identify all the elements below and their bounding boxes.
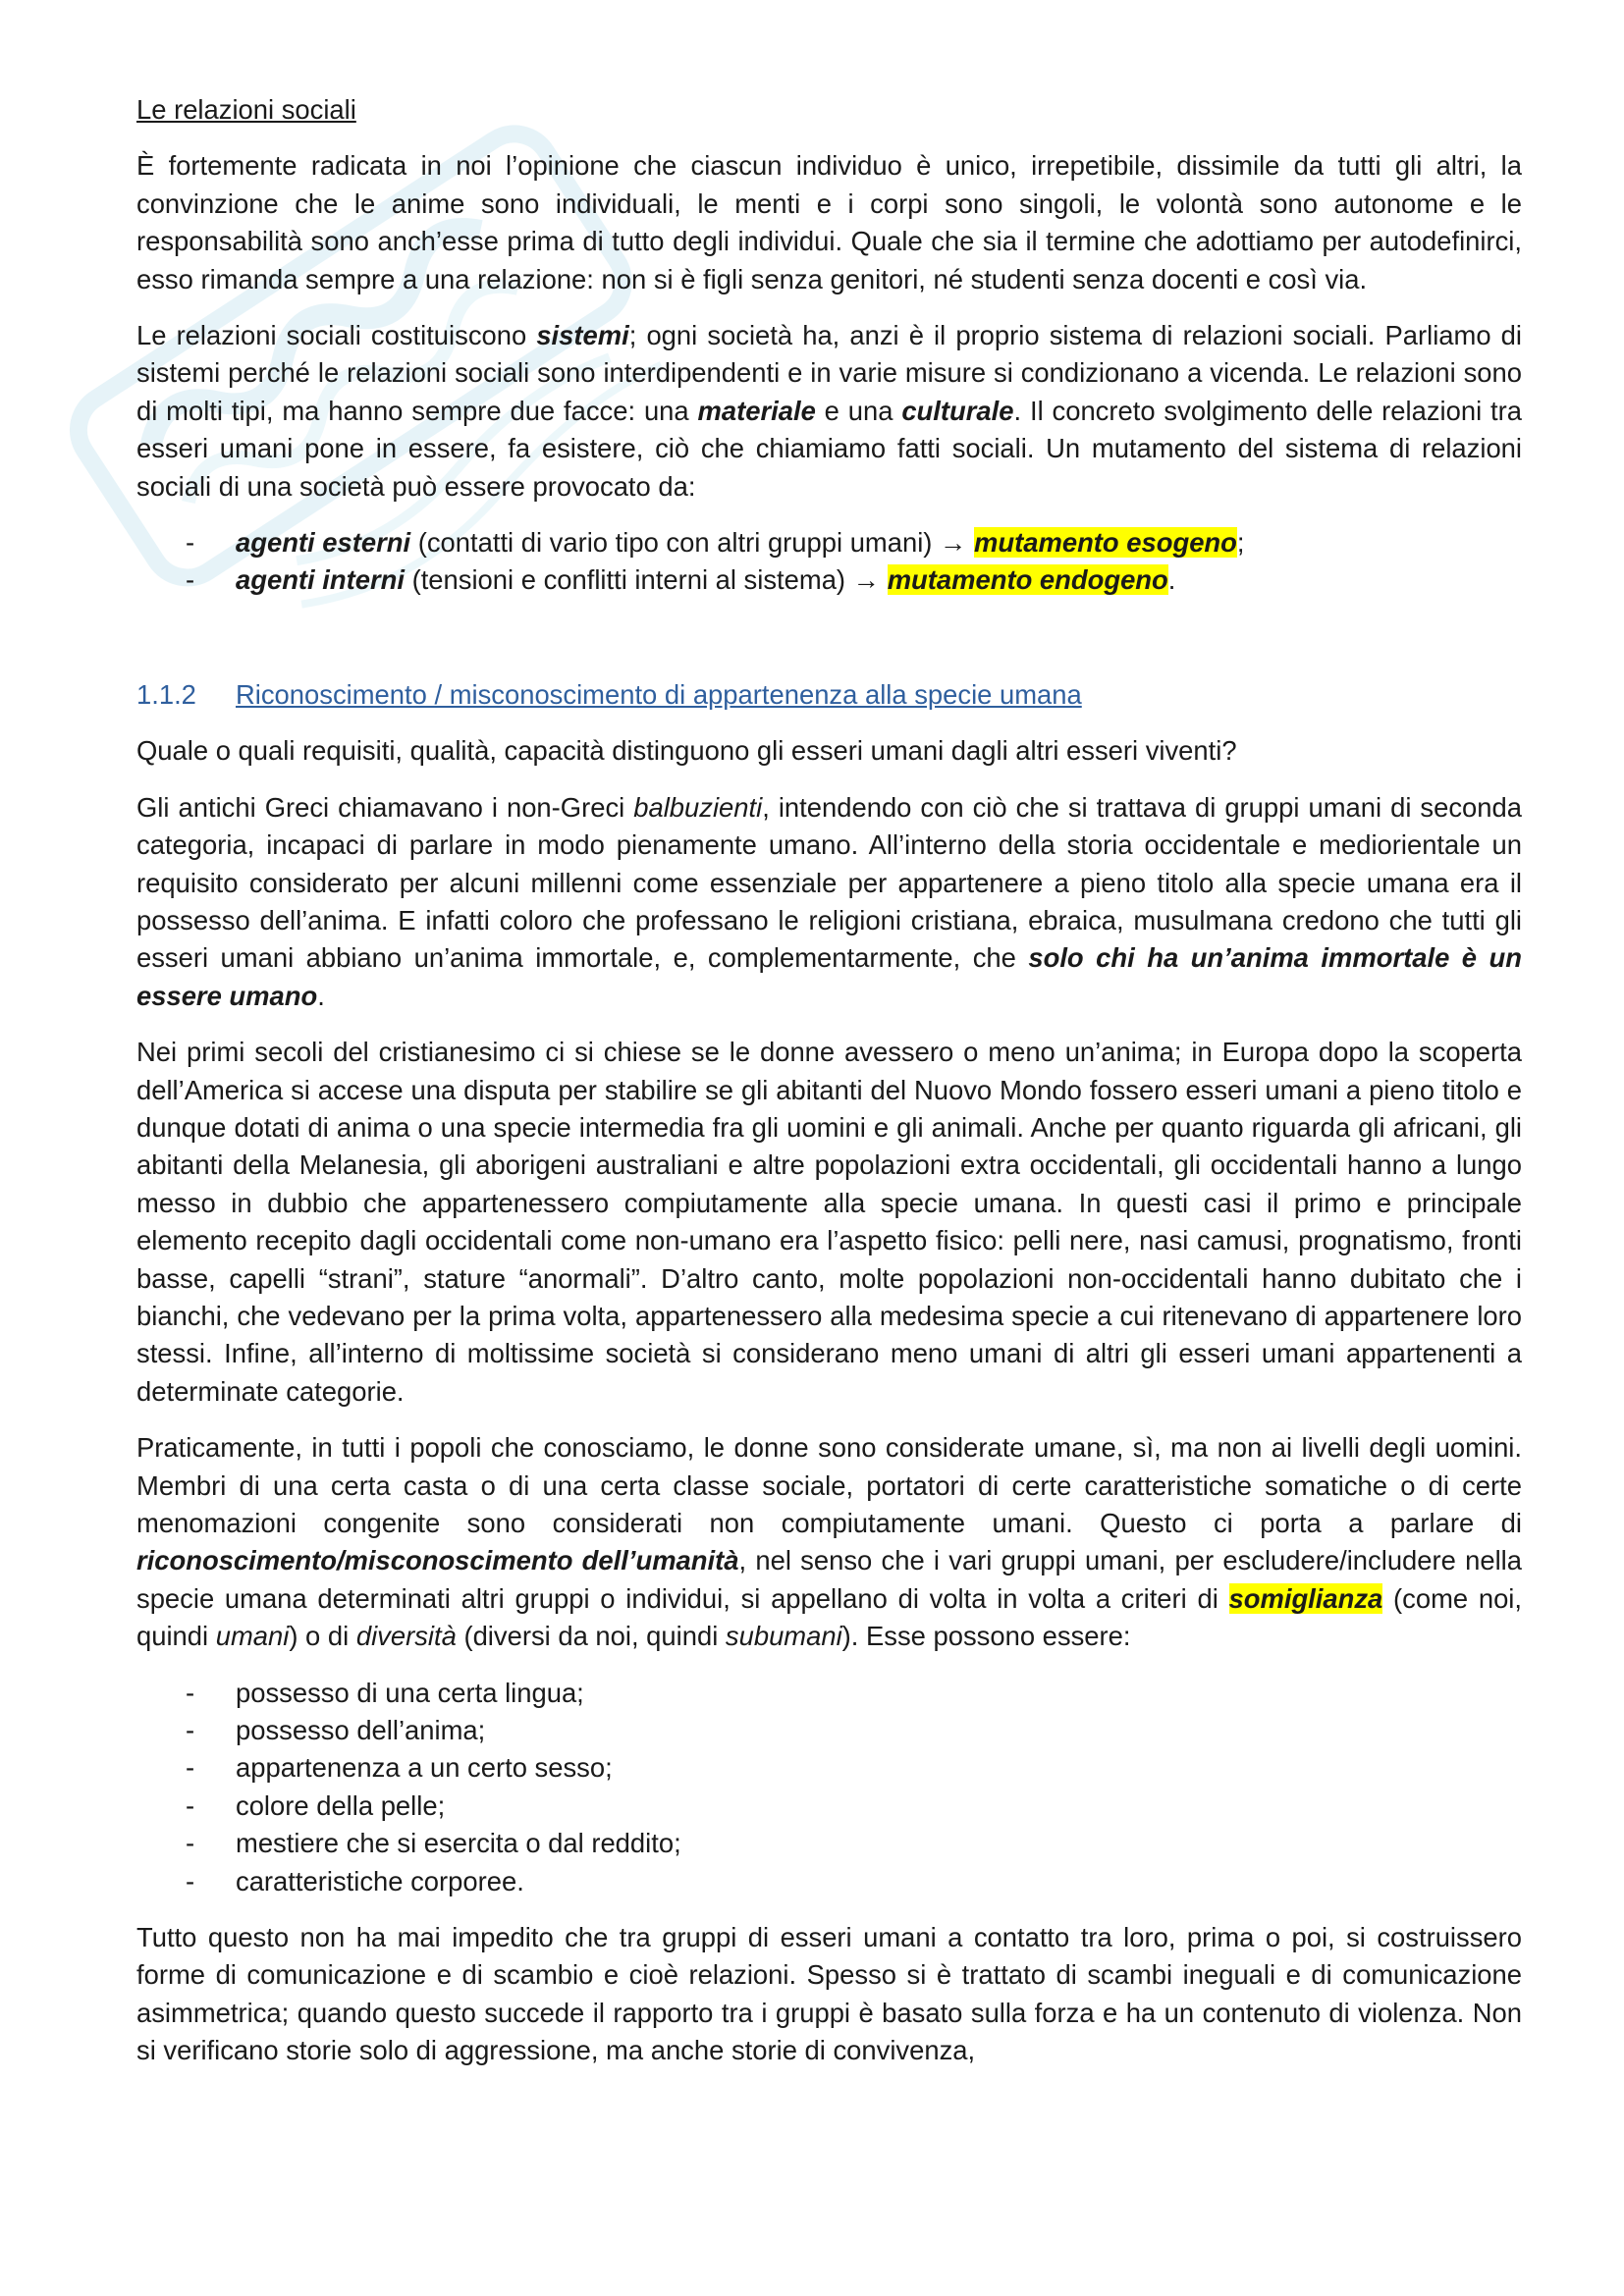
arrow-icon: → (852, 564, 881, 596)
section-heading (136, 676, 1522, 714)
list-item: - possesso dell’anima; (136, 1712, 1522, 1749)
paragraph-3: Quale o quali requisiti, qualità, capacità distinguono gli esseri umani dagli altri esseri viventi? (136, 735, 1237, 767)
dash-bullet: - (186, 527, 195, 559)
highlight-mutamento-endogeno: mutamento endogeno (887, 564, 1168, 596)
list-item: - mestiere che si esercita o dal reddito; (136, 1825, 1522, 1862)
list-item: - agenti esterni (contatti di vario tipo con altri gruppi umani) → mutamento esogeno; (136, 524, 1522, 561)
dash-bullet: - (186, 1828, 195, 1859)
emphasis-anima-immortale: solo chi ha un’anima immortale è un essere umano (136, 942, 1522, 1011)
list-item: - caratteristiche corporee. (136, 1863, 1522, 1900)
list-item: - appartenenza a un certo sesso; (136, 1749, 1522, 1787)
paragraph-2: Le relazioni sociali costituiscono sistemi; ogni società ha, anzi è il proprio sistema di relazioni sociali. Parliamo di sistemi perché le relazioni sociali sono interdipendenti e in varie misure si condizionano a vicenda. Le relazioni sono di molti tipi, ma hanno sempre due facce: una materiale e una culturale. Il concreto svolgimento delle relazioni tra esseri umani pone in essere, fa esistere, ciò che chiamiamo fatti sociali. Un mutamento del sistema di relazioni sociali di una società può essere provocato da: (136, 320, 1522, 502)
dash-bullet: - (186, 1789, 195, 1821)
term-materiale: materiale (697, 395, 816, 426)
dash-bullet: - (186, 1715, 195, 1746)
dash-bullet: - (186, 564, 195, 596)
dash-bullet: - (186, 1865, 195, 1896)
paragraph-7: Tutto questo non ha mai impedito che tra gruppi di esseri umani a contatto tra loro, prima o poi, si costruissero forme di comunicazione e di scambio e cioè relazioni. Spesso si è trattato di scambi ineguali e di comunicazione asimmetrica; quando questo succede il rapporto tra i gruppi è basato sulla forza e ha un contenuto di violenza. Non si verificano storie solo di aggressione, ma anche storie di convivenza, (136, 1922, 1522, 2066)
arrow-icon: → (940, 527, 967, 559)
dash-bullet: - (186, 1752, 195, 1784)
paragraph-4: Gli antichi Greci chiamavano i non-Greci balbuzienti, intendendo con ciò che si trattava di gruppi umani di seconda categoria, incapaci di parlare in modo pienamente umano. All’interno della storia occidentale e mediorientale un requisito considerato per alcuni millenni come essenziale per appartenere a pieno titolo alla specie umana era il possesso dell’anima. E infatti coloro che professano le religioni cristiana, ebraica, musulmana credono che tutti gli esseri umani abbiano un’anima immortale, e, complementarmente, che solo chi ha un’anima immortale è un essere umano. (136, 791, 1522, 1011)
list-item: - agenti interni (tensioni e conflitti interni al sistema) → mutamento endogeno. (136, 561, 1522, 599)
list-item: - possesso di una certa lingua; (136, 1675, 1522, 1712)
dash-bullet: - (186, 1677, 195, 1708)
term-sistemi: sistemi (536, 320, 629, 351)
highlight-mutamento-esogeno: mutamento esogeno (974, 527, 1237, 559)
highlight-somiglianza: somiglianza (1228, 1582, 1383, 1614)
term-culturale: culturale (901, 395, 1014, 426)
term-riconoscimento: riconoscimento/misconoscimento dell’umanità (136, 1545, 739, 1576)
document-title: Le relazioni sociali (136, 94, 356, 125)
paragraph-1: È fortemente radicata in noi l’opinione che ciascun individuo è unico, irrepetibile, dissimile da tutti gli altri, la convinzione che le anime sono individuali, le menti e i corpi sono singoli, le volontà sono autonome e le responsabilità sono anch’esse prima di tutto degli individui. Quale che sia il termine che adottiamo per autodefinirci, esso rimanda sempre a una relazione: non si è figli senza genitori, né studenti senza docenti e così via. (136, 150, 1522, 294)
paragraph-5: Nei primi secoli del cristianesimo ci si chiese se le donne avessero o meno un’anima; in Europa dopo la scoperta dell’America si accese una disputa per stabilire se gli abitanti del Nuovo Mondo fossero esseri umani a pieno titolo e dunque dotati di anima o una specie intermedia fra gli uomini e gli animali. Anche per quanto riguarda gli africani, gli abitanti della Melanesia, gli aborigeni australiani e altre popolazioni extra occidentali, gli occidentali hanno a lungo messo in dubbio che appartenessero compiutamente alla specie umana. In questi casi il primo e principale elemento recepito dagli occidentali come non-umano era l’aspetto fisico: pelli nere, nasi camusi, prognatismo, fronti basse, capelli “strani”, stature “anormali”. D’altro canto, molte popolazioni non-occidentali hanno dubitato che i bianchi, che vedevano per la prima volta, appartenessero alla medesima specie a cui ritenevano di appartenere loro stessi. Infine, all’interno di moltissime società si considerano meno umani di altri gli esseri umani appartenenti a determinate categorie. (136, 1037, 1522, 1407)
section-number: 1.1.2 (136, 678, 196, 710)
list-item: - colore della pelle; (136, 1788, 1522, 1825)
paragraph-6: Praticamente, in tutti i popoli che conosciamo, le donne sono considerate umane, sì, ma non ai livelli degli uomini. Membri di una certa casta o di una certa classe sociale, portatori di certe caratteristiche somatiche o di certe menomazioni congenite sono considerati non compiutamente umani. Questo ci porta a parlare di riconoscimento/misconoscimento dell’umanità, nel senso che i vari gruppi umani, per escludere/includere nella specie umana determinati altri gruppi o individui, si appellano di volta in volta a criteri di somiglianza (come noi, quindi umani) o di diversità (diversi da noi, quindi subumani). Esse possono essere: (136, 1432, 1523, 1652)
section-title-link[interactable]: Riconoscimento / misconoscimento di appartenenza alla specie umana (236, 678, 1082, 710)
document-body (136, 91, 1522, 2089)
criteria-list (136, 1675, 1522, 1900)
change-agents-list (136, 524, 1522, 600)
term-diversita: diversità (355, 1621, 457, 1652)
term-balbuzienti: balbuzienti (633, 791, 763, 823)
